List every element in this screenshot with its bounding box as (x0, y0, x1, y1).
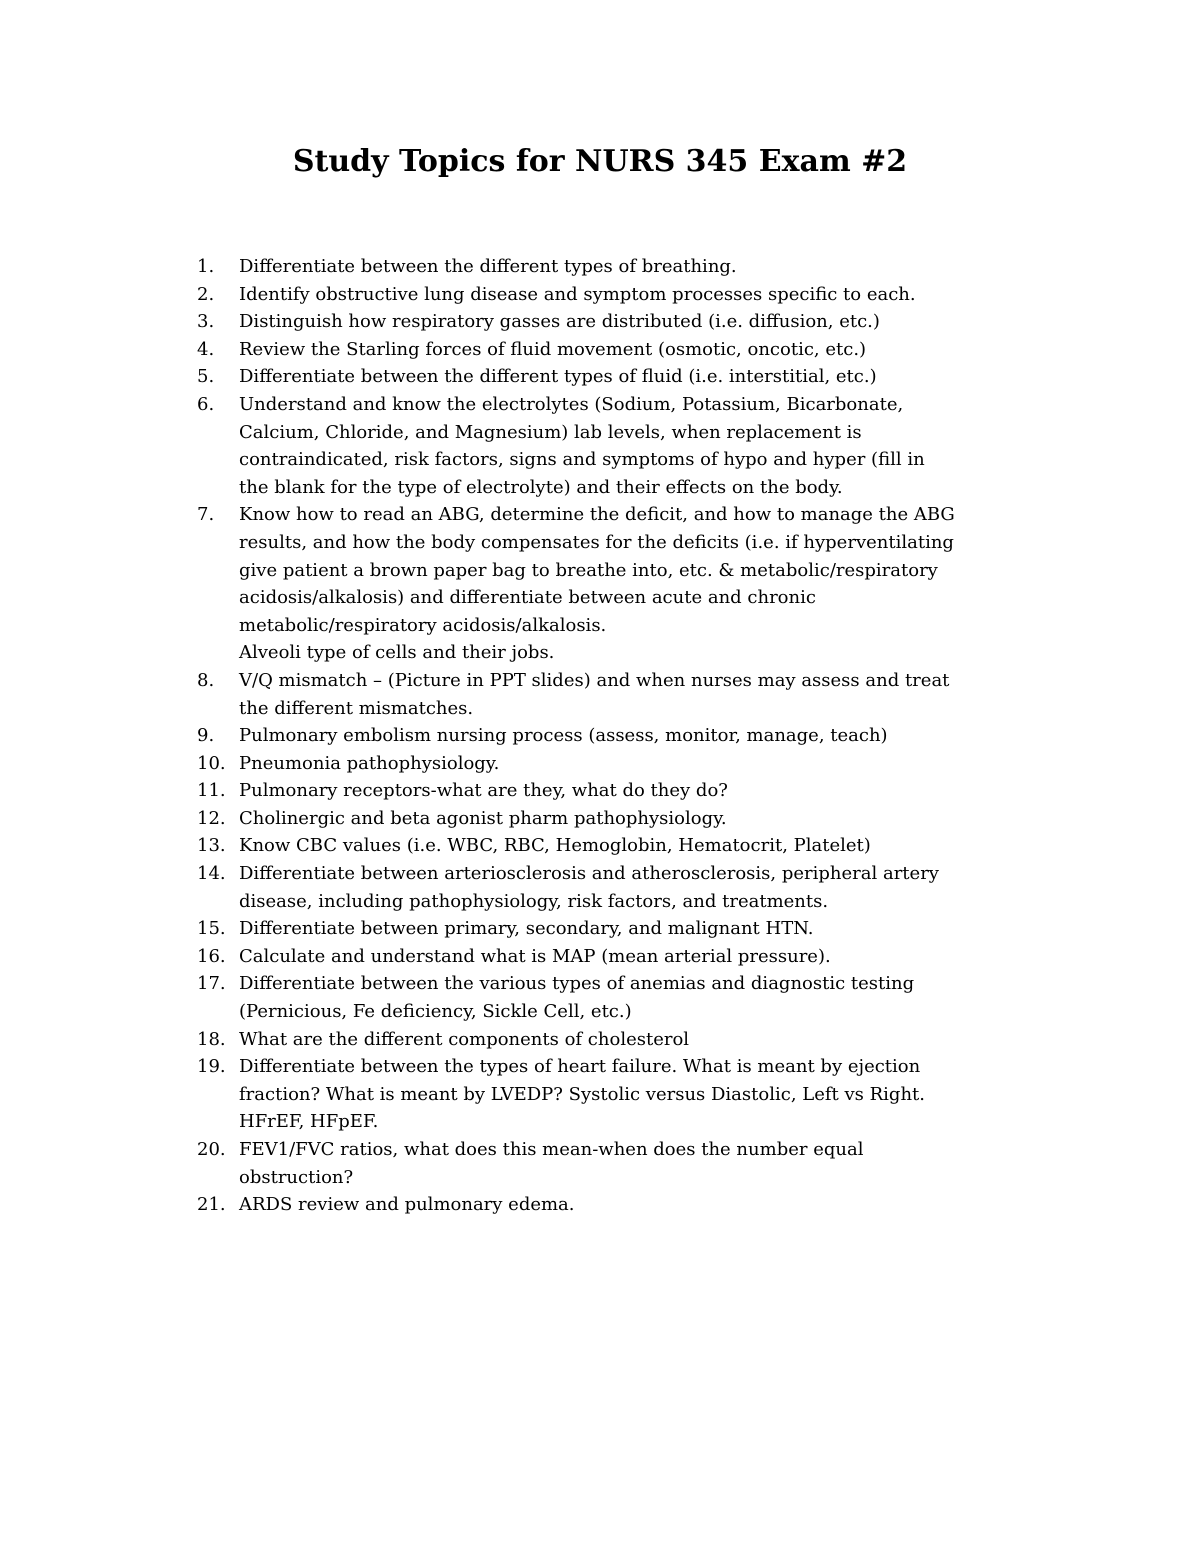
list-item (0, 943, 1200, 971)
list-item-number: 5. (197, 366, 215, 388)
list-item (0, 1136, 1200, 1191)
list-item (0, 832, 1200, 860)
list-item-text-line: ARDS review and pulmonary edema. (239, 1194, 575, 1216)
list-item (0, 253, 1200, 281)
list-item-number: 21. (197, 1194, 226, 1216)
list-item-number: 11. (197, 780, 226, 802)
list-item-number: 6. (197, 393, 215, 415)
list-item-number: 8. (197, 669, 215, 691)
list-item (0, 777, 1200, 805)
list-item-number: 17. (197, 973, 226, 995)
list-item-text-line: Know CBC values (i.e. WBC, RBC, Hemoglobin, Hematocrit, Platelet) (239, 835, 871, 857)
list-item-text-line: Know how to read an ABG, determine the deficit, and how to manage the ABG (239, 504, 955, 526)
list-item-number: 10. (197, 752, 226, 774)
list-item-text-line: (Pernicious, Fe deficiency, Sickle Cell, etc.) (239, 1001, 632, 1023)
list-item-text-line: Calcium, Chloride, and Magnesium) lab levels, when replacement is (239, 421, 862, 443)
list-item-text-line: Differentiate between the various types of anemias and diagnostic testing (239, 973, 915, 995)
list-item-text-line: contraindicated, risk factors, signs and symptoms of hypo and hyper (fill in (239, 449, 925, 471)
list-item-text-line: the different mismatches. (239, 697, 474, 719)
list-item-number: 16. (197, 945, 226, 967)
list-item-number: 12. (197, 807, 226, 829)
list-item (0, 805, 1200, 833)
list-item-text-line: the blank for the type of electrolyte) and their effects on the body. (239, 476, 843, 498)
list-item (0, 667, 1200, 722)
list-item-text-line: results, and how the body compensates for the deficits (i.e. if hyperventilating (239, 531, 954, 553)
list-item-text-line: Review the Starling forces of fluid movement (osmotic, oncotic, etc.) (239, 338, 867, 360)
list-item-text-line: V/Q mismatch – (Picture in PPT slides) and when nurses may assess and treat (239, 669, 950, 691)
list-item-text-line: Understand and know the electrolytes (Sodium, Potassium, Bicarbonate, (239, 393, 904, 415)
list-item-text-line: FEV1/FVC ratios, what does this mean-when does the number equal (239, 1139, 864, 1160)
list-item-text-line: Identify obstructive lung disease and symptom processes specific to each. (239, 283, 916, 305)
list-item (0, 391, 1200, 501)
list-item-text-line: What are the different components of cholesterol (239, 1028, 690, 1050)
list-item (0, 336, 1200, 364)
list-item (0, 750, 1200, 778)
list-item-text-line: Alveoli type of cells and their jobs. (239, 642, 555, 664)
list-item-number: 18. (197, 1028, 226, 1050)
list-item (0, 501, 1200, 667)
list-item (0, 1053, 1200, 1136)
list-item (0, 308, 1200, 336)
document-title: Study Topics for NURS 345 Exam #2 (292, 144, 908, 179)
list-item-text-line: Pneumonia pathophysiology. (239, 752, 500, 774)
list-item-text-line: disease, including pathophysiology, risk factors, and treatments. (239, 890, 829, 912)
list-item-text-line: Pulmonary embolism nursing process (assess, monitor, manage, teach) (239, 725, 888, 747)
list-item (0, 915, 1200, 943)
list-item-text-line: Differentiate between the different types of fluid (i.e. interstitial, etc.) (239, 366, 877, 388)
list-item-text-line: Distinguish how respiratory gasses are distributed (i.e. diffusion, etc.) (239, 311, 880, 333)
list-item-number: 9. (197, 725, 215, 747)
list-item-text-line: give patient a brown paper bag to breathe into, etc. & metabolic/respiratory (239, 559, 938, 581)
list-item-number: 13. (197, 835, 226, 857)
list-item (0, 1191, 1200, 1219)
list-item-text-line: Differentiate between primary, secondary, and malignant HTN. (239, 918, 814, 940)
list-item-number: 14. (197, 863, 226, 885)
list-item-number: 2. (197, 283, 215, 305)
list-item (0, 722, 1200, 750)
list-item-number: 19. (197, 1056, 226, 1078)
list-item (0, 363, 1200, 391)
list-item-text-line: metabolic/respiratory acidosis/alkalosis. (239, 614, 607, 636)
list-item (0, 860, 1200, 915)
list-item-number: 15. (197, 918, 226, 940)
list-item-number: 3. (197, 311, 215, 333)
list-item-text-line: Pulmonary receptors-what are they, what do they do? (239, 780, 728, 802)
list-item-number: 7. (197, 504, 215, 526)
list-item (0, 1026, 1200, 1054)
list-item-text-line: obstruction? (239, 1166, 354, 1188)
list-item (0, 970, 1200, 1025)
list-item-text-line: acidosis/alkalosis) and differentiate between acute and chronic (239, 587, 816, 609)
list-item-number: 1. (197, 256, 215, 277)
list-item-text-line: Calculate and understand what is MAP (mean arterial pressure). (239, 945, 831, 967)
list-item-text-line: HFrEF, HFpEF. (239, 1111, 379, 1133)
study-topic-list (0, 253, 1200, 1219)
list-item-text-line: Cholinergic and beta agonist pharm pathophysiology. (239, 807, 727, 829)
list-item-text-line: Differentiate between the types of heart failure. What is meant by ejection (239, 1056, 921, 1078)
list-item-number: 4. (197, 338, 215, 360)
list-item-number: 20. (197, 1139, 226, 1160)
list-item-text-line: Differentiate between arteriosclerosis and atherosclerosis, peripheral artery (239, 863, 939, 885)
list-item (0, 281, 1200, 309)
list-item-text-line: Differentiate between the different types of breathing. (239, 256, 737, 277)
list-item-text-line: fraction? What is meant by LVEDP? Systolic versus Diastolic, Left vs Right. (239, 1083, 925, 1105)
